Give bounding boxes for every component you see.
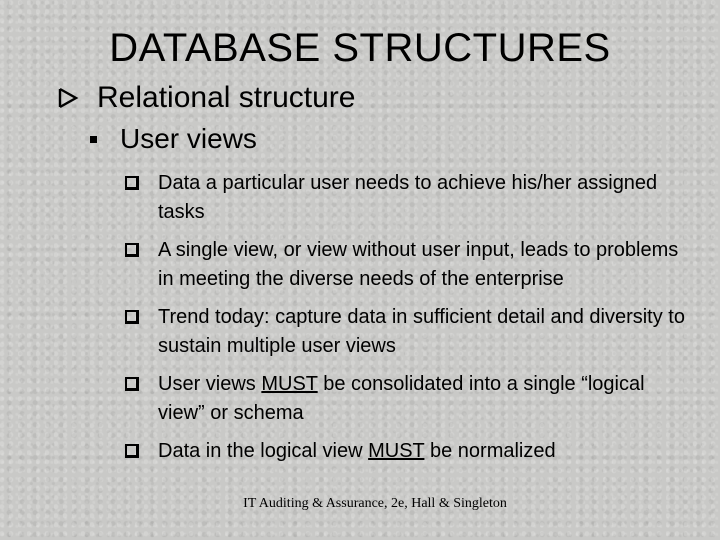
slide-footer: IT Auditing & Assurance, 2e, Hall & Singleton: [243, 496, 507, 511]
bullet-text: Data in the logical view: [158, 440, 369, 462]
level2-heading: [90, 121, 257, 157]
checkbox-bullet-icon: [125, 377, 139, 391]
bullet-text: Data a particular user needs to achieve his/her assigned tasks: [158, 172, 658, 223]
bullet-text: User views: [158, 373, 262, 395]
bullet-text: be consolidated into a single “logical view” or schema: [158, 373, 645, 424]
checkbox-bullet-icon: [125, 310, 139, 324]
list-item: [125, 303, 695, 361]
list-item: [125, 370, 695, 428]
checkbox-bullet-icon: [125, 444, 139, 458]
square-bullet-icon: [90, 136, 97, 143]
checkbox-bullet-icon: [125, 243, 139, 257]
level2-text: User views: [120, 123, 257, 154]
bullet-text: A single view, or view without user input, leads to problems in meeting the diverse needs of the enterprise: [158, 239, 679, 290]
bullet-list: [125, 169, 695, 475]
bullet-text: Trend today: capture data in sufficient detail and diversity to sustain multiple user views: [158, 306, 685, 357]
list-item: [125, 437, 695, 466]
list-item: [125, 236, 695, 294]
emphasis-must: MUST: [261, 373, 318, 395]
emphasis-must: MUST: [368, 440, 425, 462]
checkbox-bullet-icon: [125, 176, 139, 190]
slide-title: DATABASE STRUCTURES: [109, 26, 611, 70]
bullet-text: be normalized: [424, 440, 556, 462]
level1-heading: [57, 78, 355, 118]
arrow-bullet-icon: [57, 87, 79, 109]
list-item: [125, 169, 695, 227]
level1-text: Relational structure: [97, 81, 356, 114]
